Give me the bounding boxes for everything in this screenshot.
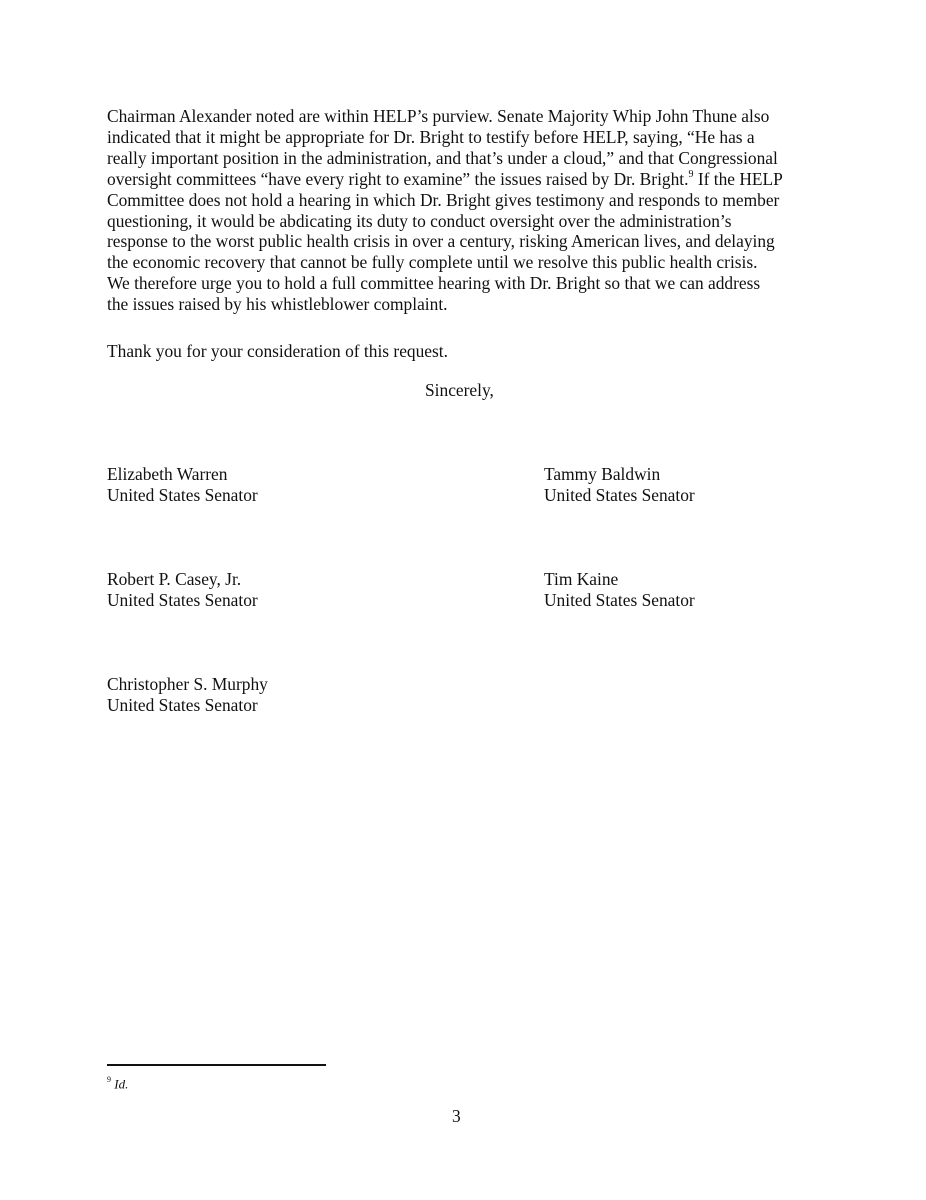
- footnote-divider: [107, 1064, 326, 1066]
- paragraph-line: the economic recovery that cannot be fully complete until we resolve this public health crisis.: [107, 252, 758, 273]
- footnote-text: Id.: [114, 1076, 129, 1092]
- signature-block: [107, 569, 258, 611]
- signatory-title: United States Senator: [107, 590, 258, 610]
- page-number: 3: [452, 1106, 461, 1126]
- signature-block: [107, 464, 258, 506]
- closing-salutation: Sincerely,: [425, 380, 494, 400]
- signatory-title: United States Senator: [544, 485, 695, 505]
- paragraph-line: Committee does not hold a hearing in which Dr. Bright gives testimony and responds to member: [107, 189, 780, 210]
- paragraph-line: We therefore urge you to hold a full committee hearing with Dr. Bright so that we can address: [107, 273, 761, 294]
- signatory-name: Elizabeth Warren: [107, 464, 228, 484]
- signatory-name: Robert P. Casey, Jr.: [107, 569, 242, 589]
- footnote-reference: 9: [688, 168, 694, 180]
- paragraph-line: oversight committees “have every right to examine” the issues raised by Dr. Bright.: [107, 168, 689, 189]
- signatory-name: Christopher S. Murphy: [107, 674, 268, 694]
- signatory-title: United States Senator: [107, 485, 258, 505]
- signatory-name: Tim Kaine: [544, 569, 619, 589]
- signatory-title: United States Senator: [107, 695, 258, 715]
- paragraph-line: the issues raised by his whistleblower complaint.: [107, 294, 448, 315]
- footnote: [107, 1073, 128, 1092]
- footnote-number: 9: [107, 1075, 111, 1084]
- signatory-name: Tammy Baldwin: [544, 464, 661, 484]
- body-paragraph: [107, 106, 817, 315]
- signature-block: [544, 464, 695, 506]
- thanks-line: Thank you for your consideration of this request.: [107, 341, 448, 361]
- paragraph-line: really important position in the administration, and that’s under a cloud,” and that Congressional: [107, 147, 778, 168]
- signatory-title: United States Senator: [544, 590, 695, 610]
- signature-block: [544, 569, 695, 611]
- paragraph-line: Chairman Alexander noted are within HELP’s purview. Senate Majority Whip John Thune also: [107, 106, 770, 126]
- paragraph-line: questioning, it would be abdicating its duty to conduct oversight over the administration’s: [107, 210, 732, 231]
- paragraph-line: indicated that it might be appropriate for Dr. Bright to testify before HELP, saying, “He has a: [107, 126, 755, 147]
- signature-block: [107, 674, 268, 716]
- paragraph-line: response to the worst public health crisis in over a century, risking American lives, and delaying: [107, 231, 775, 252]
- paragraph-line: If the HELP: [693, 168, 783, 189]
